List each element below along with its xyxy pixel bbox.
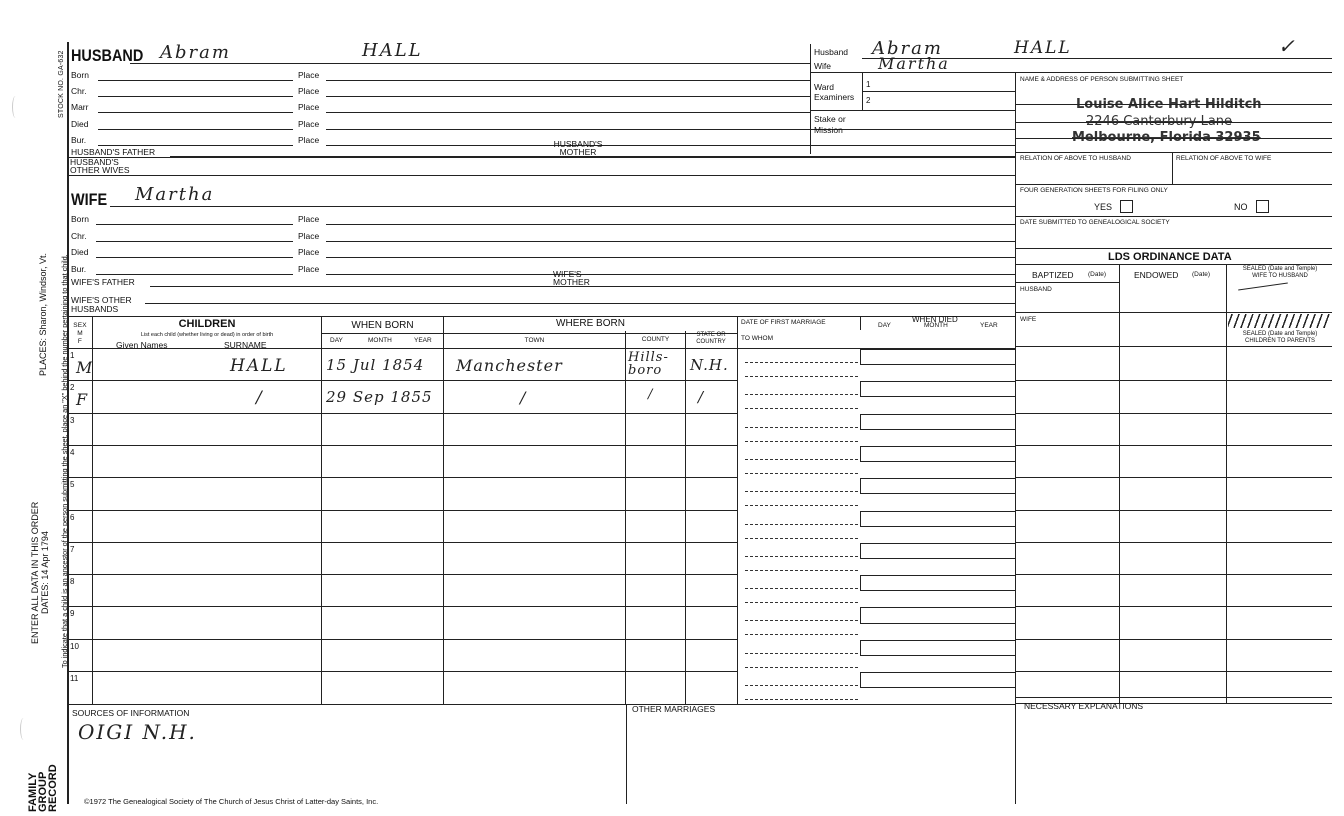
child-number: 9 [70, 609, 75, 619]
lds-wife-label: WIFE [1020, 316, 1037, 323]
address-line [1015, 138, 1332, 139]
died-month-label: MONTH [924, 322, 948, 329]
died-line [860, 526, 1015, 527]
footer-divider [1015, 697, 1332, 698]
child-sex: M [76, 358, 95, 377]
wife-given-name: Martha [135, 184, 215, 205]
to-whom-line [745, 570, 858, 571]
died-line [860, 640, 1015, 641]
wife-father-label: WIFE'S FATHER [71, 277, 135, 287]
husband-name-line [130, 63, 810, 64]
sources-value: OIGI N.H. [78, 720, 197, 744]
wife-event-label: Bur. [71, 264, 87, 274]
child-birth-state: N.H. [690, 356, 729, 374]
record-title: FAMILY GROUP RECORD [27, 764, 59, 812]
died-line [860, 349, 1015, 350]
enter-order-note: ENTER ALL DATA IN THIS ORDER [30, 501, 40, 644]
born-month-label: MONTH [368, 337, 392, 344]
child-number: 6 [70, 512, 75, 522]
died-line [860, 396, 1015, 397]
baptized-label: BAPTIZED [1032, 270, 1074, 280]
yes-checkbox[interactable] [1120, 200, 1133, 213]
endowed-label: ENDOWED [1134, 270, 1179, 280]
row-divider [68, 510, 738, 511]
died-line [860, 607, 1015, 608]
place-label: Place [298, 247, 320, 257]
divider [810, 110, 1015, 111]
died-line [860, 687, 1015, 688]
child-number: 10 [70, 641, 79, 651]
date-line [96, 224, 293, 225]
lds-row-divider [1015, 477, 1332, 478]
died-box-side [860, 672, 861, 688]
marriage-date-line [745, 556, 858, 557]
wife-label: WIFE [71, 190, 108, 209]
wife-mother-label: WIFE'S MOTHER [553, 269, 590, 287]
wife-other-husbands-label: WIFE'S OTHER HUSBANDS [71, 295, 132, 314]
husband-mother-label: HUSBAND'S MOTHER [553, 139, 603, 157]
place-line [326, 129, 1015, 130]
place-line [326, 112, 810, 113]
col-divider [625, 331, 626, 704]
other-marriages-label: OTHER MARRIAGES [632, 704, 716, 714]
husband-right-divider [810, 44, 811, 154]
divider [1015, 312, 1332, 313]
place-label: Place [298, 70, 320, 80]
place-label: Place [298, 86, 320, 96]
to-whom-line [745, 441, 858, 442]
place-label: Place [298, 119, 320, 129]
place-label: Place [298, 135, 320, 145]
died-box-side [860, 543, 861, 559]
marriage-date-line [745, 427, 858, 428]
marriage-date-line [745, 362, 858, 363]
baptized-date-label: (Date) [1088, 271, 1107, 278]
died-year-label: YEAR [980, 322, 998, 329]
wife-name-line [110, 206, 1015, 207]
child-number: 4 [70, 447, 75, 457]
date-line [96, 241, 293, 242]
footer-col-divider [626, 704, 627, 804]
died-box-side [860, 640, 861, 656]
divider [1015, 184, 1332, 185]
divider [68, 157, 1015, 158]
when-born-label: WHEN BORN [351, 320, 414, 331]
husband-event-label: Bur. [71, 135, 87, 145]
place-line [326, 80, 810, 81]
marriage-date-line [745, 653, 858, 654]
marriage-date-line [745, 588, 858, 589]
row-divider [68, 413, 738, 414]
surname-label: SURNAME [224, 340, 267, 350]
marriage-date-line [745, 685, 858, 686]
check-mark: ✓ [1278, 34, 1297, 58]
child-number: 11 [70, 674, 79, 683]
submitter-label: NAME & ADDRESS OF PERSON SUBMITTING SHEET [1020, 76, 1184, 83]
submitter-street: 2246 Canterbury Lane [1086, 114, 1233, 129]
died-line [860, 381, 1015, 382]
child-number: 2 [70, 383, 75, 393]
row-divider [68, 380, 738, 381]
where-born-label: WHERE BORN [556, 318, 625, 329]
dates-note: DATES: 14 Apr 1794 [40, 531, 50, 614]
divider [810, 72, 1332, 73]
husband-given-name: Abram [160, 42, 231, 63]
date-line [98, 96, 293, 97]
lds-row-divider [1015, 671, 1332, 672]
children-header-top [68, 316, 1015, 317]
wife-event-label: Died [71, 247, 89, 257]
place-label: Place [298, 214, 320, 224]
child-number: 8 [70, 577, 75, 587]
died-line [860, 655, 1015, 656]
marriage-date-line [745, 524, 858, 525]
husband-event-label: Died [71, 119, 89, 129]
child-birth-town: / [520, 388, 527, 408]
hatched-box [1228, 314, 1330, 328]
given-names-label: Given Names [116, 340, 168, 350]
husband-surname: HALL [362, 40, 423, 61]
to-whom-line [745, 473, 858, 474]
submitter-city: Melbourne, Florida 32935 [1072, 130, 1261, 145]
date-line [98, 145, 293, 146]
died-line [860, 575, 1015, 576]
date-line [96, 274, 293, 275]
divider [322, 333, 737, 334]
marriage-date-line [745, 491, 858, 492]
died-line [860, 672, 1015, 673]
lds-row-divider [1015, 510, 1332, 511]
to-whom-line [745, 634, 858, 635]
died-box-side [860, 349, 861, 365]
child-number: 5 [70, 480, 75, 490]
footer-divider [68, 704, 1015, 705]
row-divider [68, 671, 738, 672]
died-line [860, 558, 1015, 559]
to-whom-label: TO WHOM [741, 335, 774, 342]
town-label: TOWN [524, 337, 545, 344]
row-divider [68, 574, 738, 575]
husband-other-wives-label: HUSBAND'S OTHER WIVES [70, 157, 130, 175]
to-whom-line [745, 602, 858, 603]
husband-label: HUSBAND [71, 46, 144, 65]
died-line [860, 478, 1015, 479]
four-generation-label: FOUR GENERATION SHEETS FOR FILING ONLY [1020, 187, 1168, 194]
col-divider [860, 316, 861, 330]
died-box-side [860, 575, 861, 591]
died-line [860, 364, 1015, 365]
lds-title: LDS ORDINANCE DATA [1108, 251, 1232, 263]
place-label: Place [298, 102, 320, 112]
endowed-date-label: (Date) [1192, 271, 1211, 278]
to-whom-line [745, 667, 858, 668]
date-line [98, 129, 293, 130]
right-panel-border [1015, 72, 1016, 804]
died-box-side [860, 511, 861, 527]
row-divider [68, 477, 738, 478]
row-divider [68, 639, 738, 640]
child-birth-date: 29 Sep 1855 [326, 388, 433, 407]
lds-row-divider [1015, 413, 1332, 414]
died-box-side [860, 607, 861, 623]
when-died-label: WHEN DIED [912, 315, 958, 324]
died-line [860, 590, 1015, 591]
place-line [326, 96, 810, 97]
examiner-2: 2 [866, 96, 871, 105]
relation-husband-label: RELATION OF ABOVE TO HUSBAND [1020, 155, 1131, 162]
divider [862, 91, 1015, 92]
divider [1015, 264, 1332, 265]
child-birth-town: Manchester [456, 356, 563, 375]
place-line [326, 257, 1015, 258]
husband-event-label: Marr [71, 102, 89, 112]
date-line [96, 257, 293, 258]
marriage-date-line [745, 620, 858, 621]
divider [68, 175, 1015, 176]
child-surname: HALL [230, 356, 288, 376]
to-whom-line [745, 699, 858, 700]
sex-header: SEX M F [73, 322, 87, 345]
place-line [326, 224, 1015, 225]
marriage-date-line [745, 394, 858, 395]
row-divider [68, 542, 738, 543]
row-divider [68, 606, 738, 607]
died-box-side [860, 414, 861, 430]
child-birth-county: Hills-boro [628, 350, 669, 378]
stake-label: Stake or Mission [814, 114, 846, 135]
lds-husband-label: HUSBAND [1020, 286, 1052, 293]
stock-number: STOCK NO. GA-632 [58, 50, 65, 118]
children-title: CHILDREN [178, 318, 236, 330]
no-label: NO [1234, 202, 1248, 212]
lds-row-divider [1015, 542, 1332, 543]
no-checkbox[interactable] [1256, 200, 1269, 213]
examiners-label: Examiners [814, 92, 855, 102]
wife-other-husbands-line [145, 303, 1015, 304]
husband-event-label: Chr. [71, 86, 87, 96]
address-line [1015, 122, 1332, 123]
husband-father-label: HUSBAND'S FATHER [71, 147, 156, 157]
to-whom-line [745, 376, 858, 377]
died-line [860, 543, 1015, 544]
child-number: 1 [70, 351, 75, 360]
indicate-note: To indicate that a child is an ancestor of the person submitting the sheet, place an "X" behind the number pertaining to that child. [60, 254, 69, 668]
sources-label: SOURCES OF INFORMATION [72, 708, 190, 718]
lds-row-divider [1015, 445, 1332, 446]
marriage-date-line [745, 459, 858, 460]
divider [1015, 248, 1332, 249]
child-birth-date: 15 Jul 1854 [326, 356, 425, 374]
lds-row-divider [1015, 606, 1332, 607]
divider [1015, 152, 1332, 153]
place-label: Place [298, 264, 320, 274]
date-line [98, 112, 293, 113]
examiner-1: 1 [866, 80, 871, 89]
submitter-name: Louise Alice Hart Hilditch [1076, 97, 1262, 112]
punch-mark [20, 718, 27, 740]
wife-event-label: Born [71, 214, 89, 224]
children-note: List each child (whether living or dead) in order of birth [140, 332, 274, 338]
lds-row-divider [1015, 380, 1332, 381]
header-husband-surname: HALL [1014, 38, 1072, 58]
county-label: COUNTY [641, 336, 670, 343]
child-number: 7 [70, 544, 75, 554]
died-line [860, 623, 1015, 624]
place-line [326, 241, 1015, 242]
died-day-label: DAY [878, 322, 891, 329]
place-line [326, 274, 1015, 275]
date-line [98, 80, 293, 81]
divider [1015, 346, 1332, 347]
child-number: 3 [70, 415, 75, 425]
died-line [860, 446, 1015, 447]
to-whom-line [745, 538, 858, 539]
date-submitted-label: DATE SUBMITTED TO GENEALOGICAL SOCIETY [1020, 219, 1170, 226]
born-day-label: DAY [330, 337, 343, 344]
husband-event-label: Born [71, 70, 89, 80]
child-surname: / [256, 388, 264, 409]
sealed-wife-label: SEALED (Date and Temple) WIFE TO HUSBAND [1242, 266, 1318, 279]
lds-row-divider [1015, 639, 1332, 640]
relation-wife-label: RELATION OF ABOVE TO WIFE [1176, 155, 1272, 162]
born-year-label: YEAR [414, 337, 432, 344]
wife-event-label: Chr. [71, 231, 87, 241]
died-line [860, 493, 1015, 494]
header-husband-label: Husband [814, 47, 849, 57]
state-label: STATE OR COUNTRY [696, 332, 726, 345]
header-wife-given: Martha [878, 54, 950, 73]
child-birth-county: / [648, 387, 654, 403]
divider [1172, 152, 1173, 184]
necessary-explanations-label: NECESSARY EXPLANATIONS [1024, 701, 1144, 711]
divider [1015, 216, 1332, 217]
punch-mark [12, 96, 19, 118]
col-divider [685, 331, 686, 704]
divider [1015, 282, 1119, 283]
to-whom-line [745, 505, 858, 506]
died-line [860, 461, 1015, 462]
address-line [1015, 104, 1332, 105]
header-husband-given: Abram [872, 38, 943, 59]
sealed-children-label: SEALED (Date and Temple) CHILDREN TO PARENTS [1242, 331, 1318, 344]
child-sex: F [76, 390, 90, 410]
place-label: Place [298, 231, 320, 241]
died-line [860, 414, 1015, 415]
to-whom-line [745, 408, 858, 409]
place-line [326, 145, 1015, 146]
sealed-mark [1238, 283, 1288, 291]
died-box-side [860, 478, 861, 494]
ward-label: Ward [814, 82, 834, 92]
header-wife-label: Wife [814, 61, 831, 71]
died-box-side [860, 446, 861, 462]
died-line [860, 511, 1015, 512]
copyright: ©1972 The Genealogical Society of The Church of Jesus Christ of Latter-day Saints, Inc. [84, 797, 379, 806]
lds-row-divider [1015, 574, 1332, 575]
row-divider [68, 445, 738, 446]
first-marriage-label: DATE OF FIRST MARRIAGE [741, 319, 826, 326]
died-box-side [860, 381, 861, 397]
places-note: PLACES: Sharon, Windsor, Vt. [38, 252, 48, 376]
child-birth-state: / [698, 388, 705, 407]
yes-label: YES [1094, 202, 1113, 212]
died-line [860, 429, 1015, 430]
